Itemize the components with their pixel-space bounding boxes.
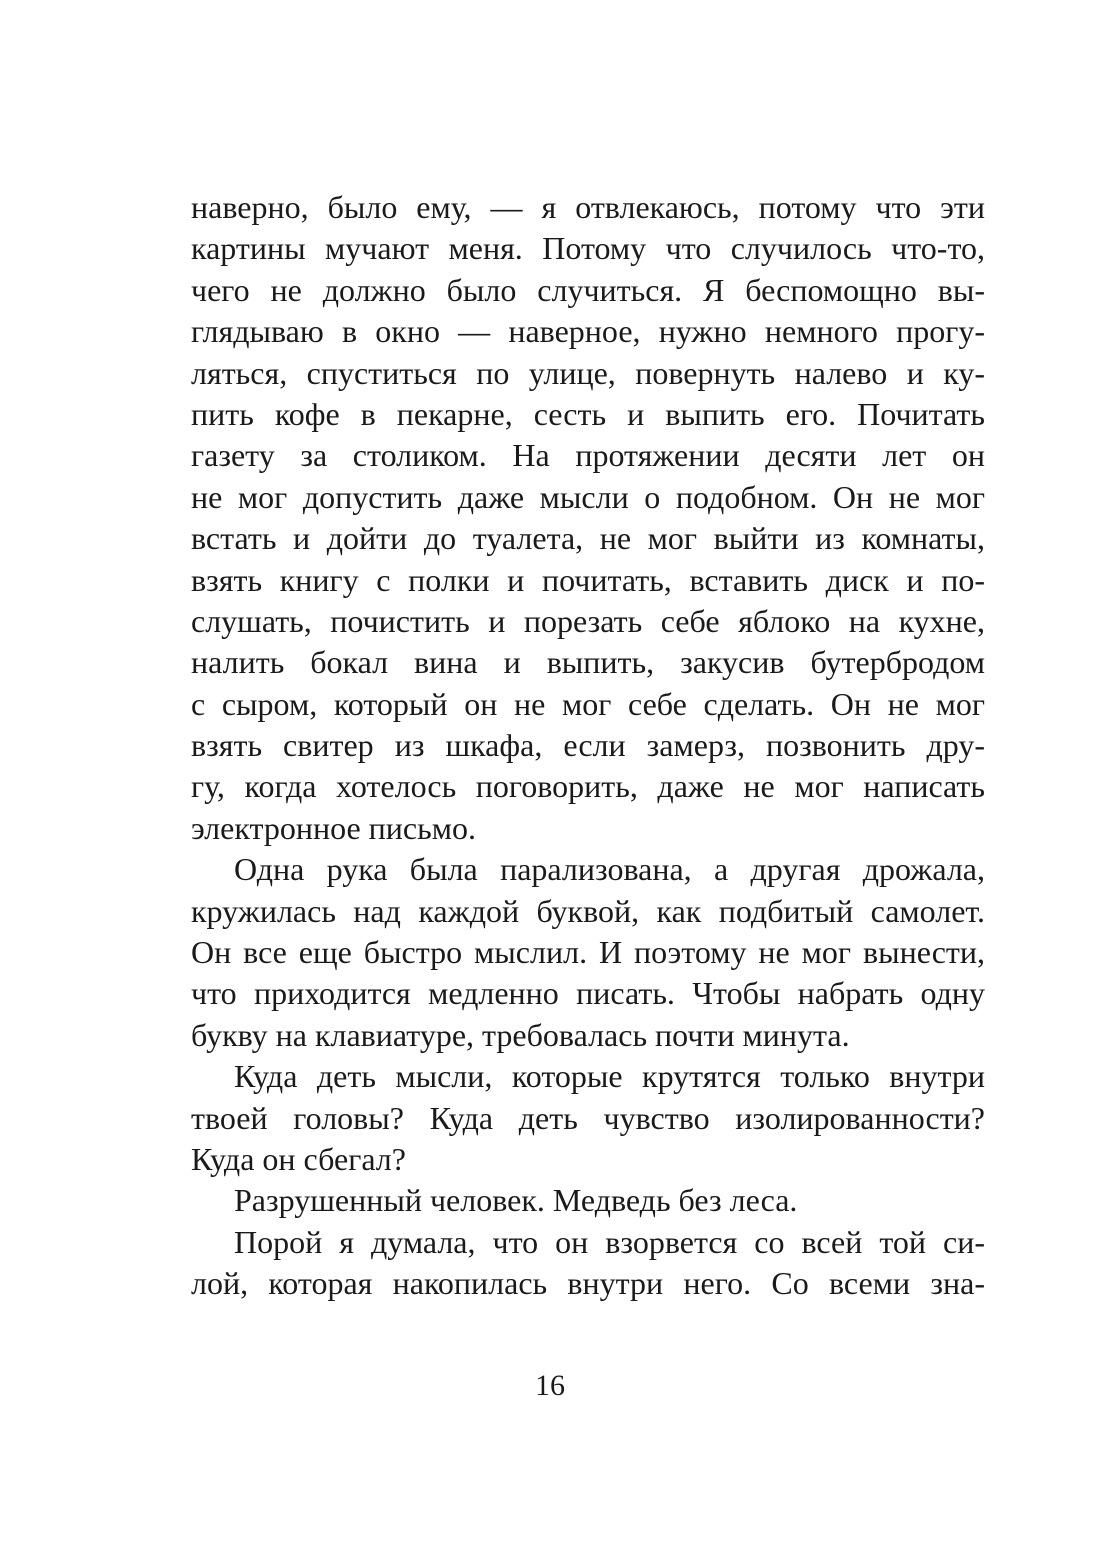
text-line: глядываю в окно — наверное, нужно немного прогу- bbox=[191, 313, 985, 350]
text-line: картины мучают меня. Потому что случилось что-то, bbox=[191, 230, 985, 267]
text-line: взять свитер из шкафа, если замерз, позвонить дру- bbox=[191, 727, 985, 764]
text-line: налить бокал вина и выпить, закусив бутербродом bbox=[191, 644, 985, 681]
text-line: что приходится медленно писать. Чтобы набрать одну bbox=[191, 975, 985, 1012]
text-line: Куда он сбегал? bbox=[191, 1140, 406, 1177]
text-line: твоей головы? Куда деть чувство изолированности? bbox=[191, 1099, 985, 1136]
text-line: пить кофе в пекарне, сесть и выпить его. Почитать bbox=[191, 395, 985, 432]
text-line: встать и дойти до туалета, не мог выйти из комнаты, bbox=[191, 520, 985, 557]
text-line: Порой я думала, что он взорвется со всей той си- bbox=[234, 1223, 985, 1260]
text-line: взять книгу с полки и почитать, вставить диск и по- bbox=[191, 561, 985, 598]
page-number: 16 bbox=[535, 1369, 565, 1402]
text-line: Разрушенный человек. Медведь без леса. bbox=[234, 1182, 798, 1219]
text-line: газету за столиком. На протяжении десяти лет он bbox=[191, 437, 985, 474]
text-line: гу, когда хотелось поговорить, даже не мог написать bbox=[191, 768, 985, 805]
text-line: слушать, почистить и порезать себе яблоко на кухне, bbox=[191, 602, 985, 639]
text-line: кружилась над каждой буквой, как подбитый самолет. bbox=[191, 892, 985, 929]
text-line: букву на клавиатуре, требовалась почти минута. bbox=[191, 1016, 850, 1053]
text-line: наверно, было ему, — я отвлекаюсь, потому что эти bbox=[191, 189, 985, 225]
text-line: Одна рука была парализована, а другая дрожала, bbox=[234, 851, 985, 888]
text-line: лой, которая накопилась внутри него. Со всеми зна- bbox=[191, 1265, 985, 1302]
text-line: Куда деть мысли, которые крутятся только внутри bbox=[234, 1058, 985, 1095]
text-line: не мог допустить даже мысли о подобном. Он не мог bbox=[191, 478, 985, 515]
text-line: Он все еще быстро мыслил. И поэтому не мог вынести, bbox=[191, 934, 985, 971]
text-line: ляться, спуститься по улице, повернуть налево и ку- bbox=[191, 354, 985, 391]
text-line: электронное письмо. bbox=[191, 809, 476, 846]
text-line: чего не должно было случиться. Я беспомощно вы- bbox=[191, 271, 985, 308]
body-text bbox=[191, 187, 985, 1305]
text-line: с сыром, который он не мог себе сделать. Он не мог bbox=[191, 685, 985, 722]
